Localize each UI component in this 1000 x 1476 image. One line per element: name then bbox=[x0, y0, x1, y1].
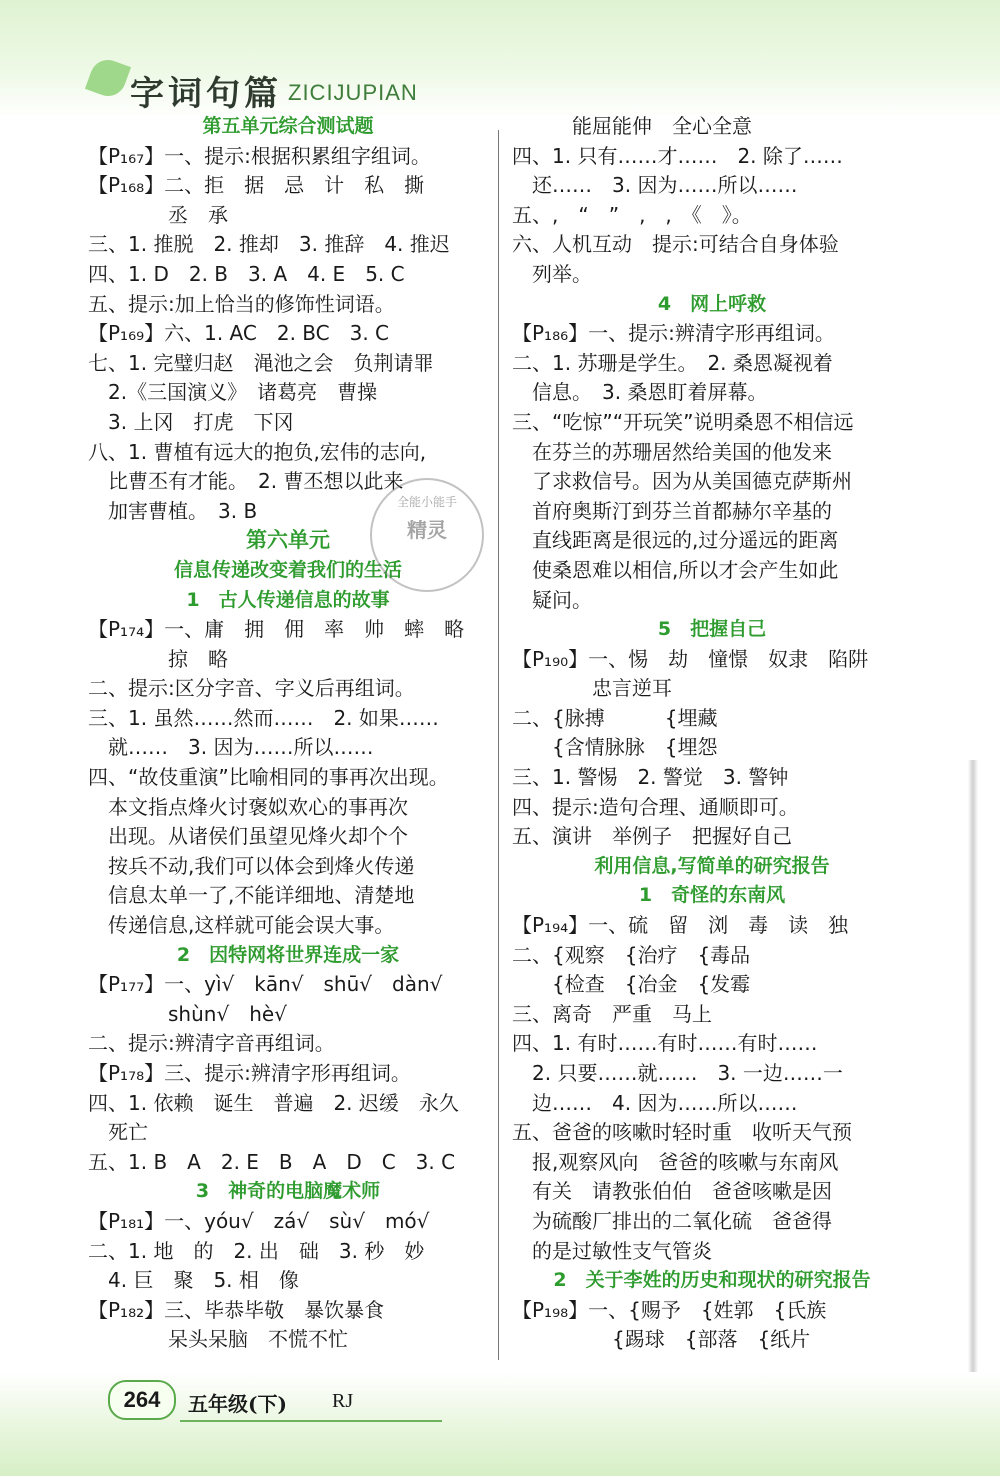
text-line: 丞 承 bbox=[88, 202, 228, 227]
text-line: 加害曹植。 3. B bbox=[88, 498, 258, 523]
text-line: 2.《三国演义》 诸葛亮 曹操 bbox=[88, 380, 378, 405]
text-line: 五、1. B A 2. E B A D C 3. C bbox=[88, 1149, 456, 1174]
text-line: 四、“故伎重演”比喻相同的事再次出现。 bbox=[88, 765, 449, 790]
right-column bbox=[512, 112, 912, 1355]
text-line: 直线距离是很远的,过分遥远的距离 bbox=[512, 528, 839, 553]
text-line: 二、{观察 {治疗 {毒品 bbox=[512, 942, 751, 967]
text-line: 三、离奇 严重 马上 bbox=[512, 1001, 712, 1026]
text-line: 信息太单一了,不能详细地、清楚地 bbox=[88, 883, 415, 908]
text-line: 八、1. 曹植有远大的抱负,宏伟的志向, bbox=[88, 439, 427, 464]
text-line: 四、1. 依赖 诞生 普遍 2. 迟缓 永久 bbox=[88, 1090, 459, 1115]
section-heading: 第五单元综合测试题 bbox=[202, 115, 374, 137]
text-line: 死亡 bbox=[88, 1120, 148, 1145]
text-line: 【P₁₈₂】三、毕恭毕敬 暴饮暴食 bbox=[88, 1297, 385, 1322]
text-line: 二、1. 地 的 2. 出 础 3. 秒 妙 bbox=[88, 1238, 425, 1263]
text-line: 本文指点烽火讨褒姒欢心的事再次 bbox=[88, 794, 408, 819]
text-line: 二、1. 苏珊是学生。 2. 桑恩凝视着 bbox=[512, 350, 833, 375]
page-header-pinyin: ZICIJUPIAN bbox=[288, 80, 418, 105]
text-line: 二、{脉搏 {埋藏 bbox=[512, 705, 718, 730]
text-line: 了求救信号。因为从美国德克萨斯州 bbox=[512, 469, 852, 494]
lesson-heading: 1 古人传递信息的故事 bbox=[186, 588, 390, 611]
text-line: 就…… 3. 因为……所以…… bbox=[88, 735, 374, 760]
text-line: 2. 只要……就…… 3. 一边……一 bbox=[512, 1061, 843, 1085]
text-line: 在芬兰的苏珊居然给美国的他发来 bbox=[512, 439, 832, 464]
unit-heading: 第六单元 bbox=[246, 528, 330, 553]
text-line: 三、1. 推脱 2. 推却 3. 推辞 4. 推迟 bbox=[88, 232, 450, 257]
leaf-icon bbox=[85, 55, 131, 101]
page-number: 264 bbox=[108, 1380, 176, 1420]
text-line: 六、人机互动 提示:可结合自身体验 bbox=[512, 232, 839, 257]
lesson-heading: 4 网上呼救 bbox=[657, 292, 767, 315]
text-line: 二、提示:辨清字音再组词。 bbox=[88, 1031, 335, 1056]
text-line: 出现。从诸侯们虽望见烽火却个个 bbox=[88, 824, 408, 849]
footer-underline bbox=[180, 1420, 442, 1422]
text-line: 列举。 bbox=[512, 261, 592, 286]
page-edge-shadow bbox=[968, 760, 978, 1450]
text-line: {检查 {冶金 {发霉 bbox=[512, 972, 751, 997]
text-line: {含情脉脉 {埋怨 bbox=[512, 735, 718, 760]
text-line: 边…… 4. 因为……所以…… bbox=[512, 1090, 798, 1115]
text-line: 使桑恩难以相信,所以才会产生如此 bbox=[512, 557, 839, 582]
text-line: 【P₁₉₄】一、硫 留 浏 毒 读 独 bbox=[512, 913, 849, 938]
text-line: 按兵不动,我们可以体会到烽火传递 bbox=[88, 853, 415, 878]
text-line: 报,观察风向 爸爸的咳嗽与东南风 bbox=[512, 1149, 839, 1174]
text-line: 呆头呆脑 不慌不忙 bbox=[88, 1327, 348, 1352]
text-line: 四、1. 只有……才…… 2. 除了…… bbox=[512, 143, 843, 168]
text-line: 【P₁₆₈】二、拒 据 忌 计 私 撕 bbox=[88, 173, 425, 198]
text-line: 四、1. D 2. B 3. A 4. E 5. C bbox=[88, 261, 405, 286]
text-line: 三、1. 虽然……然而…… 2. 如果…… bbox=[88, 705, 439, 730]
page-header-title: 字词句篇 bbox=[130, 74, 282, 114]
lesson-heading: 2 关于李姓的历史和现状的研究报告 bbox=[553, 1269, 871, 1292]
text-line: 【P₁₉₀】一、惕 劫 憧憬 奴隶 陷阱 bbox=[512, 646, 869, 671]
text-line: 二、提示:区分字音、字义后再组词。 bbox=[88, 676, 415, 701]
text-line: 有关 请教张伯伯 爸爸咳嗽是因 bbox=[512, 1179, 832, 1204]
text-line: 为硫酸厂排出的二氧化硫 爸爸得 bbox=[512, 1208, 832, 1233]
text-line: 掠 略 bbox=[88, 646, 228, 671]
text-line: 还…… 3. 因为……所以…… bbox=[512, 173, 798, 198]
header-band bbox=[0, 0, 1000, 118]
text-line: 【P₁₈₁】一、yóu√ zá√ sù√ mó√ bbox=[88, 1208, 430, 1233]
text-line: 七、1. 完璧归赵 渑池之会 负荆请罪 bbox=[88, 350, 434, 375]
text-line: 四、提示:造句合理、通顺即可。 bbox=[512, 794, 799, 819]
left-column bbox=[88, 112, 488, 1355]
text-line: 4. 巨 聚 5. 相 像 bbox=[88, 1268, 299, 1293]
text-line: 四、1. 有时……有时……有时…… bbox=[512, 1031, 818, 1056]
text-line: 疑问。 bbox=[512, 587, 592, 612]
section-heading: 信息传递改变着我们的生活 bbox=[173, 558, 402, 581]
text-line: 比曹丕有才能。 2. 曹丕想以此来 bbox=[88, 469, 404, 494]
lesson-heading: 3 神奇的电脑魔术师 bbox=[195, 1180, 381, 1203]
text-line: 五、, “ ” , , 《 》。 bbox=[512, 202, 752, 227]
section-heading: 利用信息,写简单的研究报告 bbox=[594, 854, 830, 877]
text-line: 【P₁₆₇】一、提示:根据积累组字组词。 bbox=[88, 143, 431, 168]
stamp-main-text: 精灵 bbox=[407, 518, 447, 542]
edition-label: RJ bbox=[332, 1390, 354, 1412]
text-line: 【P₁₉₈】一、{赐予 {姓郭 {氏族 bbox=[512, 1297, 827, 1322]
lesson-heading: 5 把握自己 bbox=[657, 618, 767, 641]
text-line: shùn√ hè√ bbox=[88, 1001, 287, 1026]
text-line: 3. 上冈 打虎 下冈 bbox=[88, 409, 294, 434]
text-line: 【P₁₇₈】三、提示:辨清字形再组词。 bbox=[88, 1061, 411, 1085]
text-line: 传递信息,这样就可能会误大事。 bbox=[88, 913, 395, 938]
lesson-heading: 2 因特网将世界连成一家 bbox=[176, 943, 400, 966]
column-divider bbox=[498, 130, 499, 1360]
text-line: 的是过敏性支气管炎 bbox=[512, 1238, 712, 1263]
stamp-top-text: 全能小能手 bbox=[396, 495, 457, 509]
text-line: 三、“吃惊”“开玩笑”说明桑恩不相信远 bbox=[512, 409, 854, 434]
text-line: 信息。 3. 桑恩盯着屏幕。 bbox=[512, 380, 768, 405]
text-line: 五、爸爸的咳嗽时轻时重 收听天气预 bbox=[512, 1120, 852, 1145]
text-line: 【P₁₈₆】一、提示:辨清字形再组词。 bbox=[512, 321, 835, 346]
text-line: 【P₁₇₇】一、yì√ kān√ shū√ dàn√ bbox=[88, 972, 443, 997]
text-line: {踢球 {部落 {纸片 bbox=[512, 1327, 811, 1352]
text-line: 忠言逆耳 bbox=[512, 676, 672, 701]
text-line: 三、1. 警惕 2. 警觉 3. 警钟 bbox=[512, 765, 789, 790]
text-line: 首府奥斯汀到芬兰首都赫尔辛基的 bbox=[512, 498, 832, 523]
watermark-stamp bbox=[370, 478, 484, 592]
text-line: 【P₁₇₄】一、庸 拥 佣 率 帅 蟀 略 bbox=[88, 617, 465, 642]
text-line: 能屈能伸 全心全意 bbox=[512, 114, 752, 138]
grade-label: 五年级(下) bbox=[188, 1392, 287, 1416]
lesson-heading: 1 奇怪的东南风 bbox=[638, 884, 786, 907]
text-line: 【P₁₆₉】六、1. AC 2. BC 3. C bbox=[88, 321, 390, 346]
text-line: 五、提示:加上恰当的修饰性词语。 bbox=[88, 291, 395, 316]
text-line: 五、演讲 举例子 把握好自己 bbox=[512, 824, 792, 849]
